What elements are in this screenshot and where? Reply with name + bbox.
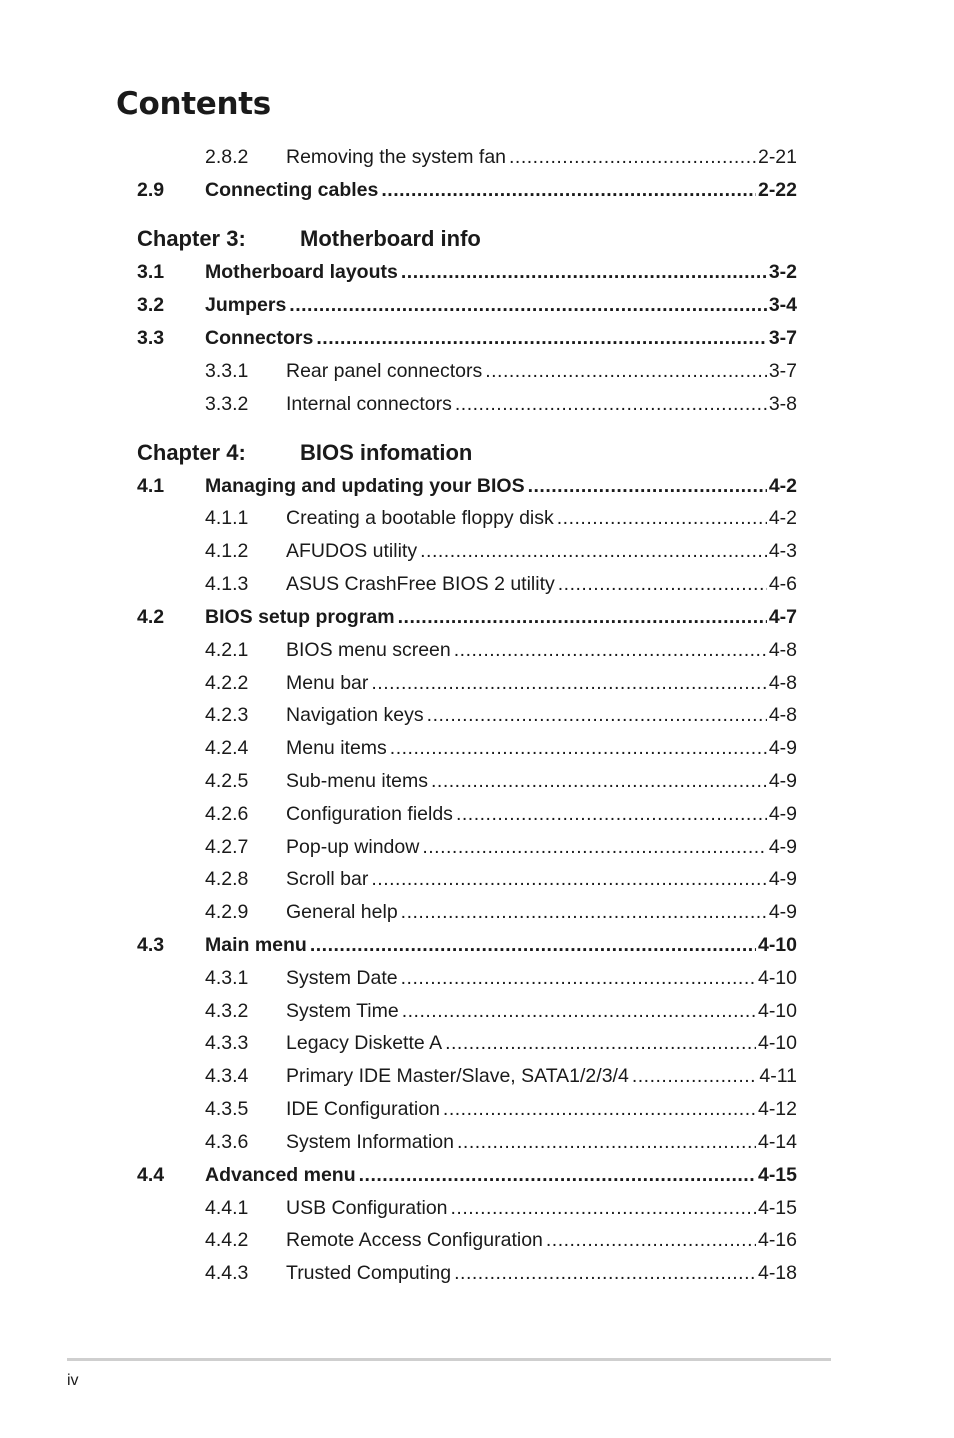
toc-entry-title: Remote Access Configuration	[286, 1229, 543, 1251]
toc-entry-page: 3-4	[768, 294, 797, 316]
toc-entry-number: 4.2.8	[205, 868, 249, 890]
dot-leader	[509, 144, 756, 170]
dot-leader	[289, 292, 767, 318]
toc-entry-number: 4.2.2	[205, 672, 249, 694]
toc-entry-page: 3-7	[768, 327, 797, 349]
dot-leader	[546, 1227, 756, 1253]
toc-entry-title: Primary IDE Master/Slave, SATA1/2/3/4	[286, 1065, 629, 1087]
toc-entry-title: ASUS CrashFree BIOS 2 utility	[286, 573, 555, 595]
toc-entry-number: 4.3.2	[205, 1000, 249, 1022]
toc-entry-title: IDE Configuration	[286, 1098, 440, 1120]
dot-leader	[451, 1195, 756, 1221]
dot-leader	[398, 604, 767, 630]
dot-leader	[359, 1162, 756, 1188]
toc-entry-number: 3.3	[137, 327, 165, 349]
toc-entry-page: 4-10	[757, 1032, 797, 1054]
dot-leader	[485, 358, 767, 384]
toc-entry-page: 4-9	[768, 770, 797, 792]
toc-entry-title: Jumpers	[205, 294, 287, 316]
dot-leader	[316, 325, 766, 351]
toc-entry-title: Menu items	[286, 737, 387, 759]
toc-entry-page: 4-2	[768, 507, 797, 529]
toc-entry-title: Rear panel connectors	[286, 360, 483, 382]
toc-entry-title: Removing the system fan	[286, 146, 507, 168]
toc-entry-number: 4.1.1	[205, 507, 249, 529]
chapter-title: Motherboard info	[300, 226, 481, 251]
toc-entry-number: 4.2.6	[205, 803, 249, 825]
dot-leader	[454, 637, 767, 663]
page-title: Contents	[116, 86, 271, 122]
toc-entry-page: 4-15	[757, 1164, 797, 1186]
toc-entry-page: 4-9	[768, 737, 797, 759]
toc-entry-page: 4-9	[768, 868, 797, 890]
dot-leader	[558, 571, 767, 597]
toc-entry-number: 4.2.7	[205, 836, 249, 858]
toc-entry-title: System Date	[286, 967, 398, 989]
toc-entry-number: 4.4	[137, 1164, 165, 1186]
toc-entry-title: Advanced menu	[205, 1164, 356, 1186]
toc-entry-title: Menu bar	[286, 672, 369, 694]
dot-leader	[371, 866, 766, 892]
toc-entry-number: 4.3	[137, 934, 165, 956]
dot-leader	[371, 670, 766, 696]
toc-entry-page: 4-8	[768, 672, 797, 694]
toc-entry-number: 4.2	[137, 606, 165, 628]
toc-entry-number: 4.1.3	[205, 573, 249, 595]
toc-entry-page: 4-3	[768, 540, 797, 562]
dot-leader	[457, 1129, 756, 1155]
dot-leader	[420, 538, 767, 564]
toc-entry-title: Connectors	[205, 327, 314, 349]
toc-entry-number: 4.2.5	[205, 770, 249, 792]
toc-entry-number: 4.2.3	[205, 704, 249, 726]
chapter-number: Chapter 4:	[137, 440, 246, 465]
toc-entry-number: 4.2.1	[205, 639, 249, 661]
toc-entry-title: BIOS menu screen	[286, 639, 451, 661]
dot-leader	[401, 899, 767, 925]
toc-entry-page: 4-15	[757, 1197, 797, 1219]
toc-entry-number: 4.3.5	[205, 1098, 249, 1120]
toc-entry-number: 2.8.2	[205, 146, 249, 168]
toc-entry-page: 4-6	[768, 573, 797, 595]
toc-entry-number: 4.4.2	[205, 1229, 249, 1251]
toc-entry-title: Connecting cables	[205, 179, 379, 201]
dot-leader	[443, 1096, 756, 1122]
dot-leader	[422, 834, 766, 860]
dot-leader	[454, 1260, 756, 1286]
dot-leader	[310, 932, 756, 958]
toc-entry-number: 4.4.1	[205, 1197, 249, 1219]
toc-entry-page: 4-9	[768, 901, 797, 923]
toc-entry-number: 3.3.2	[205, 393, 249, 415]
toc-entry-title: Scroll bar	[286, 868, 369, 890]
page-number: iv	[67, 1372, 79, 1389]
dot-leader	[557, 505, 767, 531]
dot-leader	[445, 1030, 756, 1056]
toc-entry-title: AFUDOS utility	[286, 540, 418, 562]
toc-entry-page: 4-7	[768, 606, 797, 628]
toc-entry-title: Managing and updating your BIOS	[205, 475, 525, 497]
toc-entry-title: Pop-up window	[286, 836, 420, 858]
toc-entry-page: 4-8	[768, 639, 797, 661]
toc-entry-page: 4-11	[759, 1065, 797, 1087]
toc-entry-title: Trusted Computing	[286, 1262, 452, 1284]
dot-leader	[401, 259, 767, 285]
toc-entry-page: 4-14	[757, 1131, 797, 1153]
toc-entry-page: 4-9	[768, 803, 797, 825]
toc-entry-number: 3.1	[137, 261, 165, 283]
toc-entry-number: 4.1.2	[205, 540, 249, 562]
toc-entry-title: System Time	[286, 1000, 399, 1022]
dot-leader	[401, 965, 756, 991]
dot-leader	[431, 768, 767, 794]
toc-entry-page: 4-9	[768, 836, 797, 858]
toc-entry-page: 2-22	[757, 179, 797, 201]
toc-entry-title: Internal connectors	[286, 393, 452, 415]
toc-entry-title: Creating a bootable floppy disk	[286, 507, 554, 529]
toc-entry-number: 3.2	[137, 294, 165, 316]
toc-entry-number: 2.9	[137, 179, 165, 201]
toc-entry-page: 4-16	[757, 1229, 797, 1251]
toc-entry-page: 4-18	[757, 1262, 797, 1284]
toc-entry-page: 4-10	[757, 934, 797, 956]
dot-leader	[381, 177, 756, 203]
toc-entry-number: 3.3.1	[205, 360, 249, 382]
toc-entry-number: 4.3.6	[205, 1131, 249, 1153]
dot-leader	[390, 735, 767, 761]
dot-leader	[402, 998, 756, 1024]
toc-entry-number: 4.2.4	[205, 737, 249, 759]
toc-entry-page: 4-12	[757, 1098, 797, 1120]
toc-entry-title: Legacy Diskette A	[286, 1032, 443, 1054]
toc-entry-title: General help	[286, 901, 398, 923]
toc-entry-title: Sub-menu items	[286, 770, 428, 792]
dot-leader	[456, 801, 767, 827]
toc-entry-page: 3-8	[768, 393, 797, 415]
chapter-title: BIOS infomation	[300, 440, 473, 465]
toc-entry-title: Configuration fields	[286, 803, 453, 825]
dot-leader	[632, 1063, 758, 1089]
toc-entry-title: Navigation keys	[286, 704, 424, 726]
toc-entry-page: 3-2	[768, 261, 797, 283]
toc-entry-page: 4-10	[757, 967, 797, 989]
toc-entry-page: 2-21	[757, 146, 797, 168]
footer-divider	[67, 1358, 831, 1361]
toc-entry-number: 4.3.1	[205, 967, 249, 989]
toc-entry-page: 4-10	[757, 1000, 797, 1022]
toc-entry-title: Motherboard layouts	[205, 261, 398, 283]
toc-entry-title: System Information	[286, 1131, 454, 1153]
dot-leader	[455, 391, 767, 417]
toc-entry-number: 4.1	[137, 475, 165, 497]
toc-entry-title: USB Configuration	[286, 1197, 448, 1219]
toc-entry-title: Main menu	[205, 934, 307, 956]
chapter-number: Chapter 3:	[137, 226, 246, 251]
toc-entry-number: 4.4.3	[205, 1262, 249, 1284]
toc-entry-title: BIOS setup program	[205, 606, 395, 628]
toc-entry-number: 4.3.4	[205, 1065, 249, 1087]
toc-entry-number: 4.2.9	[205, 901, 249, 923]
toc-entry-page: 3-7	[768, 360, 797, 382]
toc-entry-number: 4.3.3	[205, 1032, 249, 1054]
dot-leader	[528, 473, 767, 499]
toc-entry-page: 4-8	[768, 704, 797, 726]
dot-leader	[427, 702, 767, 728]
toc-entry-page: 4-2	[768, 475, 797, 497]
